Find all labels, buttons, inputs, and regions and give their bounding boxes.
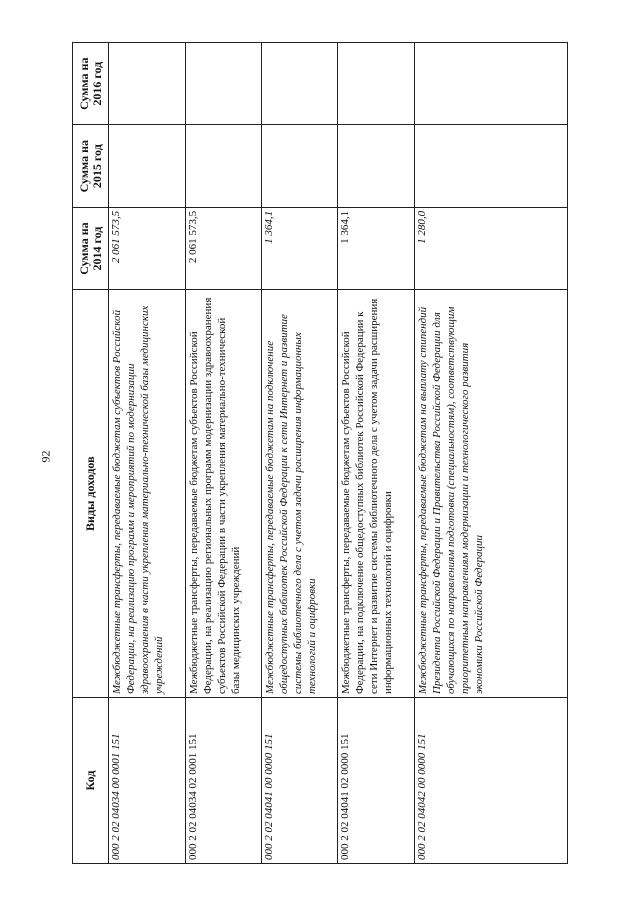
row-sum-2015 — [109, 125, 186, 207]
row-sum-2014: 1 280,0 — [415, 207, 568, 289]
row-code: 000 2 02 04041 02 0000 151 — [338, 698, 415, 864]
table-row — [415, 43, 568, 864]
row-sum-2014: 2 061 573,5 — [186, 207, 262, 289]
row-sum-2015 — [415, 125, 568, 207]
table-header-row — [73, 43, 109, 864]
row-income-type: Межбюджетные трансферты, передаваемые бюджетам субъектов Российской Федерации, на подключение общедоступных библиотек Российской Федерации к сети Интернет и развитие системы библиотечного дела с учетом задачи расширения информационных технологий и оцифровки — [338, 290, 415, 698]
row-income-type: Межбюджетные трансферты, передаваемые бюджетам на выплату стипендий Президента Российской Федерации и Правительства Российской Федерации для обучающихся по направлениям подготовки (специальностям), соответствующим приоритетным направлениям модернизации и технологического развития экономики Российской Федерации — [415, 290, 568, 698]
row-income-type: Межбюджетные трансферты, передаваемые бюджетам субъектов Российской Федерации, на реализацию программ и мероприятий по модернизации здравоохранения в части укрепления материально-технической базы медицинских учреждений — [109, 290, 186, 698]
table-row — [109, 43, 186, 864]
header-sum-2016: Сумма на 2016 год — [73, 43, 109, 125]
header-sum-2015: Сумма на 2015 год — [73, 125, 109, 207]
table-row — [338, 43, 415, 864]
row-code: 000 2 02 04034 02 0001 151 — [186, 698, 262, 864]
header-income-type: Виды доходов — [73, 290, 109, 698]
row-sum-2014: 1 364,1 — [338, 207, 415, 289]
header-code: Код — [73, 698, 109, 864]
row-income-type: Межбюджетные трансферты, передаваемые бюджетам на подключение общедоступных библиотек Российской Федерации к сети Интернет и развитие системы библиотечного дела с учетом задачи расширения информационных технологий и оцифровки — [262, 290, 338, 698]
row-sum-2016 — [415, 43, 568, 125]
row-sum-2016 — [262, 43, 338, 125]
page-number: 92 — [38, 450, 53, 463]
row-sum-2015 — [186, 125, 262, 207]
header-sum-2014: Сумма на 2014 год — [73, 207, 109, 289]
row-code: 000 2 02 04042 00 0000 151 — [415, 698, 568, 864]
row-sum-2015 — [262, 125, 338, 207]
row-income-type: Межбюджетные трансферты, передаваемые бюджетам субъектов Российской Федерации, на реализацию региональных программ модернизации здравоохранения субъектов Российской Федерации в части укрепления материально-технической базы медицинских учреждений — [186, 290, 262, 698]
row-code: 000 2 02 04041 00 0000 151 — [262, 698, 338, 864]
row-sum-2014: 1 364,1 — [262, 207, 338, 289]
table-row — [262, 43, 338, 864]
row-sum-2016 — [338, 43, 415, 125]
table-row — [186, 43, 262, 864]
row-code: 000 2 02 04034 00 0001 151 — [109, 698, 186, 864]
row-sum-2016 — [186, 43, 262, 125]
budget-income-table — [72, 42, 568, 864]
row-sum-2016 — [109, 43, 186, 125]
row-sum-2015 — [338, 125, 415, 207]
rotated-table-container — [72, 42, 567, 864]
row-sum-2014: 2 061 573,5 — [109, 207, 186, 289]
